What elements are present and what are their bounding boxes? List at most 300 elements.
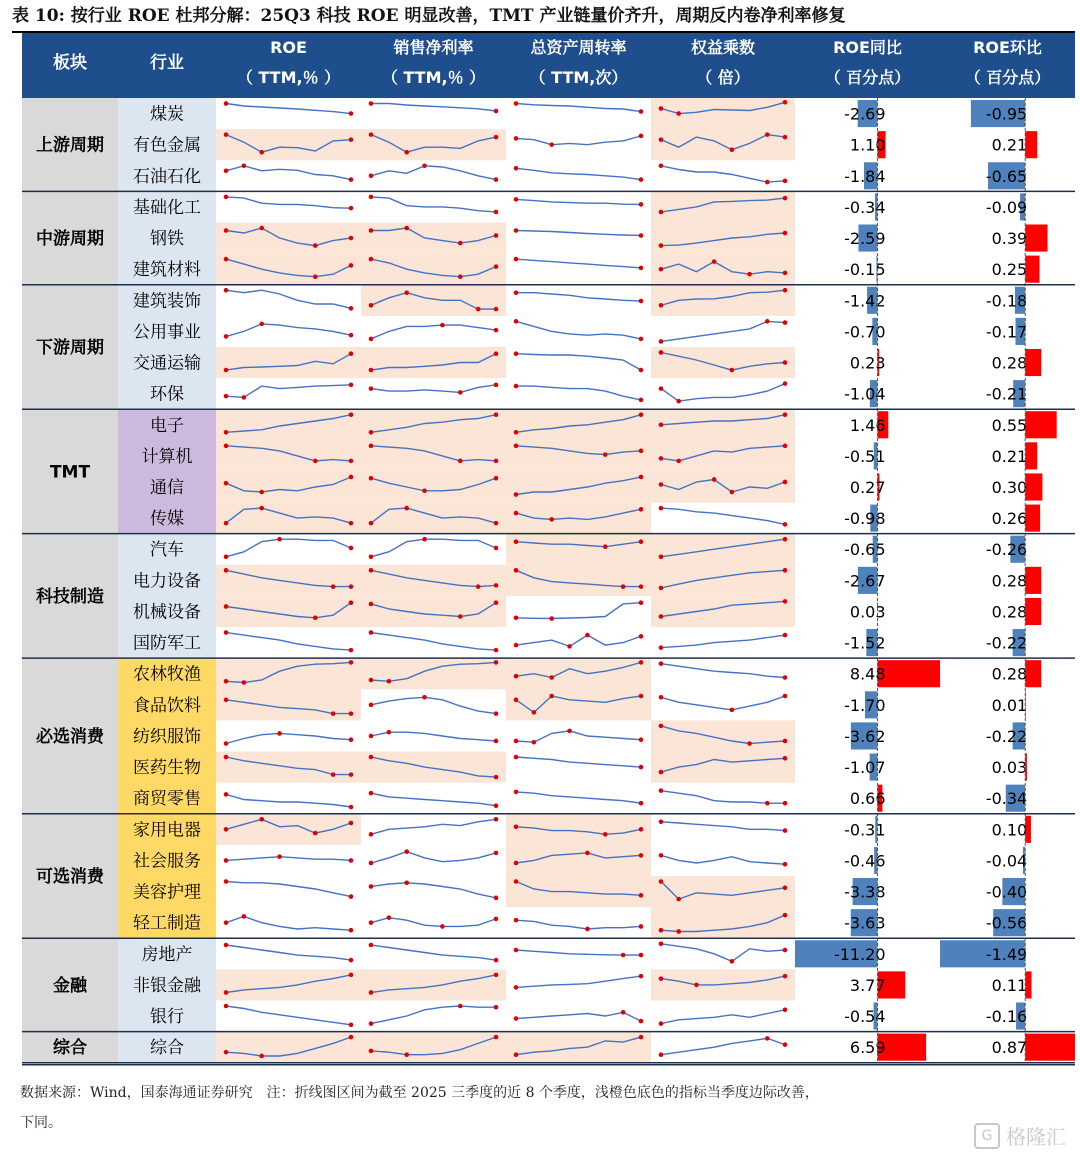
footnote — [20, 1078, 1070, 1138]
roe-qoq-value: -0.21 — [985, 384, 1028, 404]
sparkline-point — [514, 290, 519, 295]
header-col-2-unit: （ TTM,％ ） — [381, 68, 486, 87]
roe-yoy-value: -3.63 — [844, 913, 886, 933]
roe-yoy-value: -3.38 — [844, 882, 886, 902]
sparkline-point — [349, 805, 354, 810]
roe-yoy-value: 0.23 — [849, 353, 886, 373]
sparkline-point — [549, 142, 554, 147]
sparkline-point — [676, 111, 681, 116]
sparkline-ato — [514, 600, 644, 620]
sparkline-point — [349, 1035, 354, 1040]
sparkline-point — [224, 430, 229, 435]
sparkline-point — [783, 537, 788, 542]
group-4 — [22, 409, 216, 533]
roe-qoq-value: -0.16 — [985, 1007, 1028, 1027]
sparkline-point — [549, 616, 554, 621]
improvement-highlight — [216, 689, 361, 720]
industry-label: 通信 — [150, 478, 184, 498]
industry-label: 电子 — [150, 415, 184, 436]
table-row — [133, 285, 1027, 316]
sparkline-point — [585, 851, 590, 856]
sparkline-point — [514, 384, 519, 389]
sparkline-point — [603, 452, 608, 457]
sparkline-point — [659, 506, 664, 511]
sparkline-point — [730, 708, 735, 713]
sparkline-point — [242, 163, 247, 168]
sparkline-point — [387, 679, 392, 684]
sparkline-point — [494, 383, 499, 388]
header-col-4-title: 权益乘数 — [690, 38, 756, 57]
sparkline-point — [659, 853, 664, 858]
sparkline-point — [765, 132, 770, 137]
sparkline-point — [549, 694, 554, 699]
sparkline-point — [224, 1050, 229, 1055]
sparkline-point — [259, 490, 264, 495]
sparkline-point — [369, 832, 374, 837]
sparkline-point — [659, 645, 664, 650]
sparkline-point — [639, 1019, 644, 1024]
industry-label: 美容护理 — [133, 882, 201, 903]
roe-yoy-value: -0.46 — [844, 851, 886, 871]
sparkline-point — [514, 698, 519, 703]
sparkline-point — [277, 731, 282, 736]
sparkline-point — [514, 825, 519, 830]
sparkline-ato — [514, 166, 644, 182]
sparkline-point — [369, 554, 374, 559]
sparkline-point — [730, 959, 735, 964]
sparkline-point — [783, 179, 788, 184]
sparkline-point — [387, 730, 392, 735]
sparkline-point — [621, 584, 626, 589]
sparkline-point — [224, 481, 229, 486]
improvement-highlight — [506, 440, 651, 471]
sparkline-point — [369, 476, 374, 481]
sparkline-point — [331, 584, 336, 589]
sparkline-point — [349, 206, 354, 211]
industry-label: 传媒 — [150, 509, 184, 530]
sparkline-point — [224, 257, 229, 262]
sparkline-point — [639, 109, 644, 114]
table-row — [133, 129, 1037, 160]
sparkline-point — [639, 974, 644, 979]
sparkline-point — [514, 257, 519, 262]
roe-qoq-value: 0.26 — [991, 509, 1028, 529]
roe-yoy-value: -1.04 — [844, 384, 886, 404]
improvement-highlight — [506, 471, 651, 502]
industry-label: 汽车 — [150, 540, 184, 561]
sparkline-ato — [514, 918, 644, 931]
sparkline-ato — [514, 1010, 644, 1023]
sparkline-point — [349, 546, 354, 551]
improvement-highlight — [651, 596, 795, 627]
sparkline-point — [676, 459, 681, 464]
industry-label: 综合 — [150, 1038, 184, 1059]
sparkline-point — [224, 554, 229, 559]
sparkline-point — [639, 584, 644, 589]
sparkline-point — [369, 568, 374, 573]
sparkline-point — [349, 137, 354, 142]
sparkline-point — [224, 394, 229, 399]
improvement-highlight — [361, 1032, 506, 1063]
industry-label: 商贸零售 — [133, 789, 201, 810]
sparkline-point — [783, 885, 788, 890]
sparkline-point — [659, 339, 664, 344]
industry-label: 石油石化 — [133, 166, 201, 187]
improvement-highlight — [216, 129, 361, 160]
roe-qoq-value: 0.10 — [991, 820, 1028, 840]
sparkline-point — [494, 210, 499, 215]
sparkline-point — [659, 350, 664, 355]
improvement-highlight — [216, 814, 361, 845]
industry-label: 医药生物 — [133, 758, 201, 779]
sparkline-point — [224, 368, 229, 373]
sparkline-point — [349, 333, 354, 338]
sparkline-point — [349, 177, 354, 182]
sparkline-point — [659, 819, 664, 824]
improvement-highlight — [651, 222, 795, 253]
roe-qoq-bar — [1025, 660, 1041, 687]
sparkline-point — [514, 790, 519, 795]
sparkline-point — [369, 861, 374, 866]
sparkline-point — [639, 600, 644, 605]
sparkline-point — [783, 801, 788, 806]
sparkline-point — [639, 1035, 644, 1040]
roe-qoq-bar — [1025, 1034, 1075, 1061]
watermark-text: 格隆汇 — [1006, 1125, 1066, 1149]
sparkline-point — [494, 412, 499, 417]
sparkline-point — [765, 801, 770, 806]
improvement-highlight — [361, 752, 506, 783]
sparkline-npm — [369, 730, 499, 743]
roe-yoy-value: -1.52 — [844, 633, 886, 653]
improvement-highlight — [651, 720, 795, 751]
sparkline-point — [514, 918, 519, 923]
sparkline-point — [659, 106, 664, 111]
roe-qoq-value: -0.04 — [985, 851, 1028, 871]
sparkline-point — [494, 917, 499, 922]
watermark-logo-icon: G — [974, 1123, 1000, 1149]
sparkline-point — [494, 817, 499, 822]
improvement-highlight — [361, 254, 506, 285]
header-col-5-title: ROE同比 — [833, 38, 902, 57]
sparkline-point — [494, 351, 499, 356]
sparkline-point — [494, 648, 499, 653]
industry-label: 银行 — [150, 1007, 184, 1028]
sparkline-point — [494, 958, 499, 963]
sparkline-point — [349, 475, 354, 480]
sparkline-point — [783, 828, 788, 833]
sparkline-point — [639, 765, 644, 770]
sparkline-point — [224, 334, 229, 339]
sparkline-npm — [369, 630, 499, 652]
table-row — [142, 940, 1028, 967]
sparkline-point — [659, 879, 664, 884]
sparkline-point — [369, 174, 374, 179]
table-row — [150, 471, 1042, 502]
roe-yoy-value: -1.07 — [844, 758, 886, 778]
sparkline-em — [659, 163, 788, 184]
improvement-highlight — [216, 440, 361, 471]
sparkline-npm — [369, 537, 499, 559]
sparkline-npm — [369, 195, 499, 215]
sparkline-point — [694, 983, 699, 988]
sparkline-point — [514, 511, 519, 516]
sparkline-point — [514, 101, 519, 106]
sparkline-point — [783, 862, 788, 867]
improvement-highlight — [361, 129, 506, 160]
sparkline-point — [349, 660, 354, 665]
roe-qoq-value: -0.18 — [985, 291, 1028, 311]
sparkline-point — [313, 459, 318, 464]
sparkline-em — [659, 941, 788, 963]
roe-qoq-value: 0.30 — [991, 478, 1028, 497]
sparkline-point — [224, 827, 229, 832]
roe-yoy-value: -0.34 — [844, 197, 886, 217]
roe-qoq-bar — [1025, 349, 1041, 376]
table-row — [133, 720, 1027, 751]
sparkline-ato — [514, 134, 644, 147]
sparkline-em — [659, 1007, 788, 1025]
industry-label: 基础化工 — [133, 197, 201, 218]
sparkline-point — [676, 929, 681, 934]
sparkline-point — [639, 177, 644, 182]
roe-qoq-value: -0.22 — [985, 633, 1028, 653]
sparkline-em — [659, 633, 788, 650]
sparkline-roe — [224, 792, 354, 809]
sparkline-point — [514, 948, 519, 953]
sparkline-roe — [224, 854, 354, 862]
table-row — [133, 254, 1040, 285]
table-row — [150, 1002, 1027, 1029]
sparkline-point — [514, 136, 519, 141]
roe-qoq-value: 0.39 — [991, 229, 1028, 249]
improvement-highlight — [651, 534, 795, 565]
sparkline-point — [494, 1005, 499, 1010]
sparkline-point — [224, 228, 229, 233]
table-row — [133, 565, 1041, 596]
sparkline-point — [676, 897, 681, 902]
sparkline-point — [404, 150, 409, 155]
sparkline-point — [422, 695, 427, 700]
sparkline-point — [349, 648, 354, 653]
sparkline-em — [659, 694, 788, 712]
sparkline-point — [476, 307, 481, 312]
group-label: 中游周期 — [36, 229, 104, 250]
roe-qoq-value: -0.95 — [985, 104, 1028, 124]
table-row — [150, 534, 1027, 565]
sparkline-point — [224, 858, 229, 863]
sparkline-em — [659, 661, 788, 679]
sparkline-point — [659, 1021, 664, 1026]
header-col-3-title: 总资产周转率 — [530, 38, 627, 57]
sparkline-point — [603, 832, 608, 837]
sparkline-point — [783, 320, 788, 325]
improvement-highlight — [651, 907, 795, 938]
sparkline-ato — [514, 197, 644, 207]
sparkline-point — [369, 257, 374, 262]
sparkline-em — [659, 319, 788, 344]
sparkline-npm — [369, 383, 499, 395]
sparkline-point — [369, 521, 374, 526]
roe-qoq-value: -0.34 — [985, 789, 1028, 809]
improvement-highlight — [506, 534, 651, 565]
roe-qoq-value: 0.25 — [991, 260, 1028, 280]
roe-qoq-value: -0.56 — [985, 913, 1028, 933]
sparkline-roe — [224, 322, 354, 339]
sparkline-point — [783, 694, 788, 699]
sparkline-point — [730, 490, 735, 495]
industry-label: 农林牧渔 — [133, 664, 201, 685]
sparkline-point — [659, 976, 664, 981]
sparkline-point — [349, 351, 354, 356]
sparkline-point — [783, 231, 788, 236]
sparkline-point — [639, 660, 644, 665]
sparkline-point — [783, 100, 788, 105]
sparkline-point — [659, 724, 664, 729]
sparkline-point — [494, 328, 499, 333]
table-row — [150, 409, 1057, 440]
sparkline-npm — [369, 880, 499, 900]
sparkline-point — [532, 740, 537, 745]
sparkline-point — [783, 675, 788, 680]
sparkline-point — [639, 398, 644, 403]
sparkline-point — [349, 711, 354, 716]
sparkline-point — [659, 788, 664, 793]
sparkline-ato — [514, 228, 644, 238]
sparkline-point — [659, 586, 664, 591]
sparkline-point — [639, 337, 644, 342]
table-row — [133, 191, 1027, 222]
sparkline-point — [494, 109, 499, 114]
sparkline-point — [494, 711, 499, 716]
sparkline-point — [349, 412, 354, 417]
group-9 — [22, 1032, 216, 1063]
sparkline-point — [514, 643, 519, 648]
sparkline-point — [659, 695, 664, 700]
sparkline-point — [224, 195, 229, 200]
sparkline-point — [659, 386, 664, 391]
sparkline-point — [532, 710, 537, 715]
footnote-line-1: 数据来源：Wind，国泰海通证券研究 注：折线图区间为截至 2025 三季度的近 8 个季度，浅橙色底色的指标当季度边际改善， — [20, 1085, 819, 1101]
improvement-highlight — [216, 503, 361, 534]
table-row — [150, 1032, 1075, 1063]
sparkline-point — [585, 633, 590, 638]
sparkline-point — [224, 741, 229, 746]
sparkline-point — [494, 600, 499, 605]
sparkline-point — [659, 243, 664, 248]
roe-qoq-value: 0.28 — [991, 571, 1028, 591]
sparkline-point — [422, 537, 427, 542]
roe-yoy-value: -1.42 — [844, 291, 886, 311]
industry-label: 煤炭 — [150, 104, 184, 125]
header-board: 板块 — [53, 53, 87, 73]
sparkline-point — [659, 163, 664, 168]
roe-yoy-value: -2.59 — [844, 229, 886, 249]
sparkline-point — [224, 288, 229, 293]
roe-yoy-value: -11.20 — [833, 944, 886, 964]
roe-yoy-value: -2.69 — [844, 104, 886, 124]
sparkline-point — [514, 1052, 519, 1057]
sparkline-point — [369, 430, 374, 435]
sparkline-point — [783, 974, 788, 979]
table-row — [133, 785, 1027, 812]
sparkline-point — [369, 703, 374, 708]
sparkline-point — [224, 604, 229, 609]
sparkline-point — [458, 1004, 463, 1009]
sparkline-point — [313, 831, 318, 836]
roe-yoy-value: -0.51 — [844, 446, 886, 466]
sparkline-point — [494, 739, 499, 744]
sparkline-point — [514, 879, 519, 884]
sparkline-point — [621, 1010, 626, 1015]
sparkline-point — [659, 1052, 664, 1057]
sparkline-point — [369, 791, 374, 796]
industry-label: 房地产 — [141, 944, 193, 965]
sparkline-point — [783, 1042, 788, 1047]
sparkline-point — [349, 858, 354, 863]
sparkline-roe — [224, 288, 354, 311]
sparkline-point — [783, 633, 788, 638]
sparkline-point — [549, 517, 554, 522]
sparkline-point — [242, 914, 247, 919]
improvement-highlight — [651, 565, 795, 596]
group-label: 金融 — [53, 975, 87, 996]
roe-yoy-value: 0.03 — [849, 602, 886, 622]
sparkline-ato — [514, 319, 644, 341]
improvement-highlight — [651, 409, 795, 440]
industry-label: 有色金属 — [133, 135, 201, 156]
improvement-highlight — [651, 254, 795, 285]
sparkline-point — [259, 1054, 264, 1059]
sparkline-point — [514, 351, 519, 356]
header-col-3-unit: （ TTM,次） — [529, 68, 628, 87]
sparkline-point — [659, 928, 664, 933]
sparkline-roe — [224, 163, 354, 181]
roe-qoq-value: 0.21 — [991, 135, 1028, 155]
sparkline-point — [659, 661, 664, 666]
sparkline-ato — [514, 633, 644, 649]
improvement-highlight — [361, 440, 506, 471]
sparkline-em — [659, 788, 788, 805]
sparkline-point — [659, 303, 664, 308]
sparkline-point — [603, 544, 608, 549]
sparkline-point — [331, 711, 336, 716]
industry-label: 建筑装饰 — [133, 291, 201, 312]
sparkline-point — [458, 614, 463, 619]
sparkline-point — [712, 477, 717, 482]
sparkline-point — [259, 322, 264, 327]
sparkline-point — [621, 953, 626, 958]
improvement-highlight — [506, 689, 651, 720]
roe-qoq-value: 0.28 — [991, 602, 1028, 622]
improvement-highlight — [651, 98, 795, 129]
industry-label: 计算机 — [141, 446, 193, 467]
sparkline-point — [639, 737, 644, 742]
sparkline-point — [765, 180, 770, 185]
industry-label: 轻工制造 — [133, 913, 201, 934]
sparkline-point — [349, 111, 354, 116]
roe-qoq-value: -0.22 — [985, 726, 1028, 746]
table-row — [150, 380, 1027, 407]
sparkline-npm — [369, 1004, 499, 1026]
industry-label: 纺织服饰 — [133, 726, 201, 747]
table-row — [133, 845, 1027, 876]
roe-yoy-value: 0.66 — [849, 789, 886, 809]
sparkline-point — [369, 884, 374, 889]
sparkline-point — [514, 1016, 519, 1021]
table-row — [133, 596, 1041, 627]
table-row — [133, 969, 1032, 1000]
